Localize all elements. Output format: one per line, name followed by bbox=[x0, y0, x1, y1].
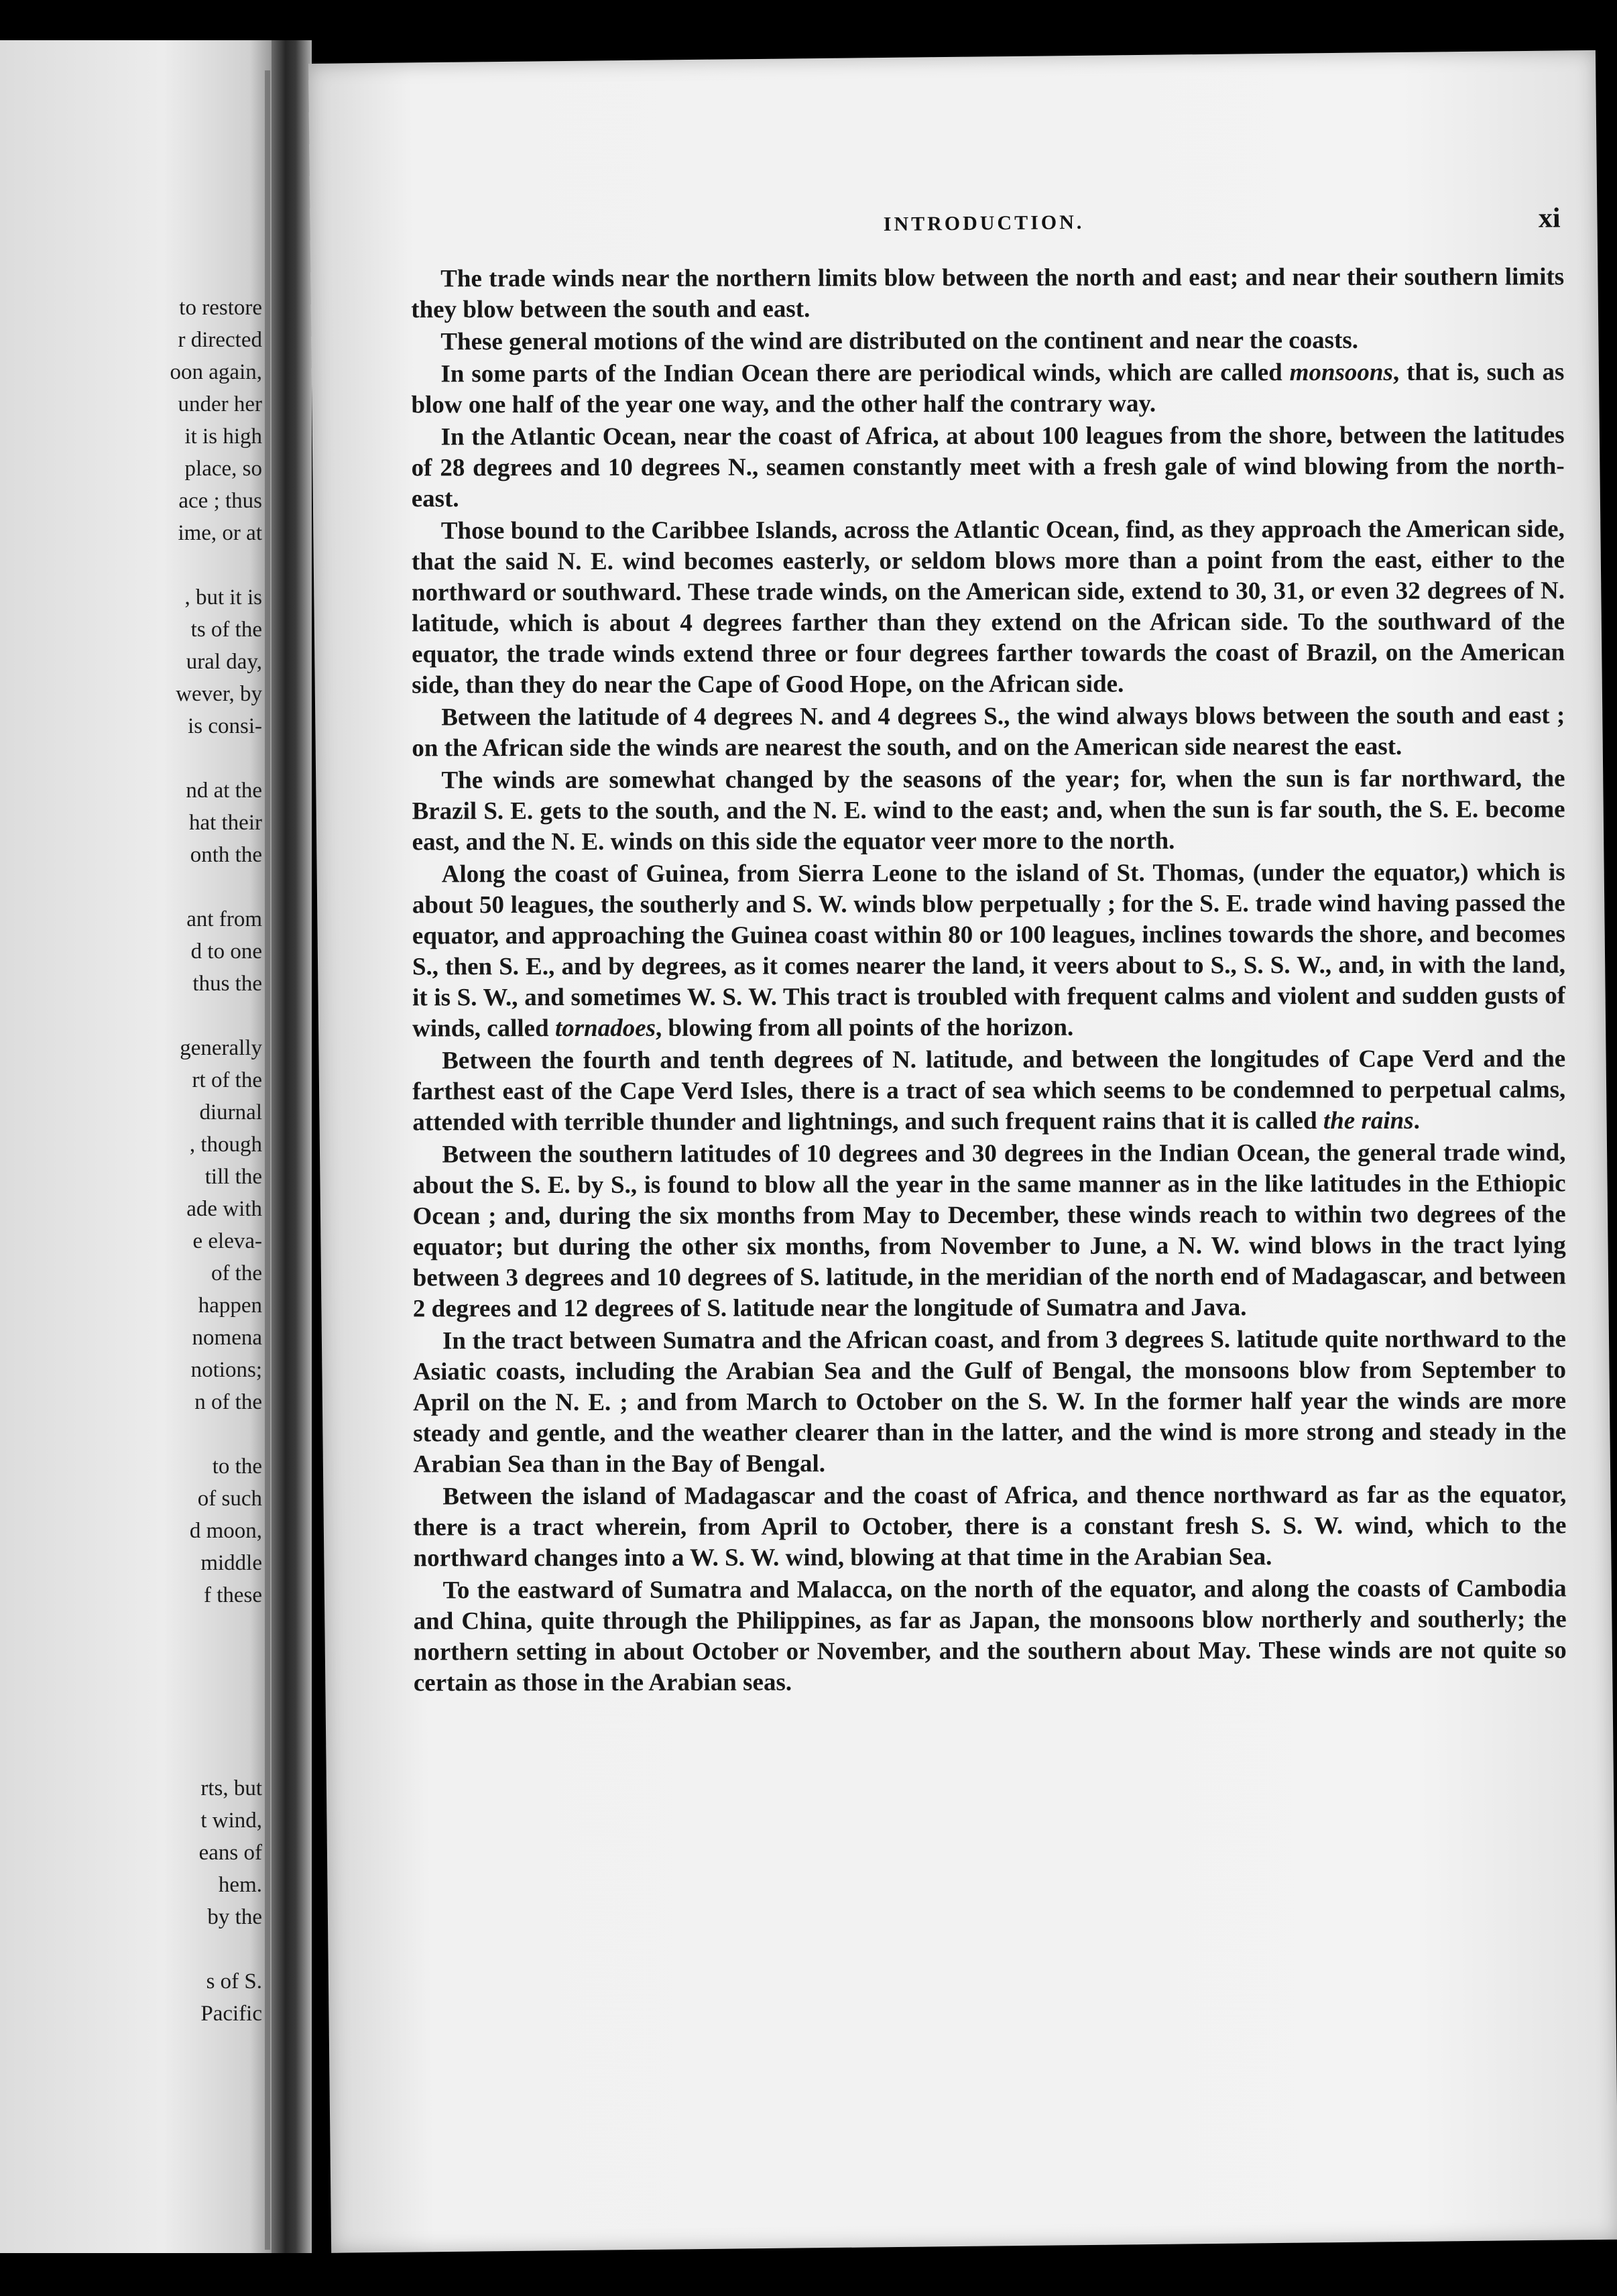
paragraph: In some parts of the Indian Ocean there are periodical winds, which are called monsoons, that is, such as blow one half of the year one way, and the other half the contrary way. bbox=[411, 358, 1565, 419]
left-page-line-end: , though bbox=[189, 1133, 262, 1157]
left-page-line-end: rts, but bbox=[200, 1776, 262, 1800]
left-page-line-end: Pacific bbox=[200, 2002, 262, 2026]
left-page-line-end: diurnal bbox=[199, 1100, 262, 1125]
paragraph: Along the coast of Guinea, from Sierra Leone to the island of St. Thomas, (under the equator,) which is about 50 leagues, the southerly and S. W. winds blow perpetually ; for the S. E. trade wind having passed the equator, and approaching the Guinea coast within 80 or 100 leagues, inclines towards the shore, and becomes S., then S. E., and by degrees, as it comes nearer the land, it veers about to S., S. S. W., and, in with the land, it is S. W., and sometimes W. S. W. This tract is troubled with frequent calms and violent and sudden gusts of winds, called tornadoes, blowing from all points of the horizon. bbox=[412, 858, 1566, 1043]
paragraph: To the eastward of Sumatra and Malacca, on the north of the equator, and along the coasts of Cambodia and China, quite through the Philippines, as far as Japan, the monsoons blow northerly and southerly; the northern setting in about October or November, and the southern about May. These winds are not quite so certain as those in the Arabian seas. bbox=[413, 1574, 1567, 1697]
left-page-line-end: thus the bbox=[192, 972, 262, 996]
paragraph: Between the island of Madagascar and the coast of Africa, and thence northward as far as the equator, there is a tract wherein, from April to October, there is a constant fresh S. S. W. wind, which to the northward changes into a W. S. W. wind, blowing at that time in the Arabian Sea. bbox=[413, 1481, 1567, 1572]
left-page-line-end bbox=[1, 1644, 262, 1676]
left-page-line-end: of such bbox=[197, 1487, 262, 1511]
left-page-line-end: nomena bbox=[192, 1326, 262, 1350]
binding-shadow bbox=[265, 70, 270, 2250]
left-page-line-end: middle bbox=[200, 1551, 262, 1575]
left-page-line-end: to restore bbox=[179, 296, 262, 320]
left-page-line-end: generally bbox=[180, 1036, 262, 1060]
left-page-line-end bbox=[1, 871, 262, 903]
left-page-line-end: under her bbox=[178, 392, 262, 416]
left-page-line-end: ade with bbox=[186, 1197, 262, 1221]
left-page-line-end: hem. bbox=[218, 1873, 262, 1897]
left-page-line-end bbox=[1, 1611, 262, 1644]
left-page-line-end bbox=[1, 1000, 262, 1032]
left-page-line-end: ace ; thus bbox=[178, 489, 262, 513]
left-page-line-end: till the bbox=[204, 1165, 262, 1189]
left-page-line-end: to the bbox=[212, 1454, 262, 1479]
left-page-line-end: wever, by bbox=[176, 682, 262, 706]
left-page-line-end bbox=[1, 1740, 262, 1772]
left-page-line-end: , but it is bbox=[184, 585, 262, 610]
left-page-line-end: d moon, bbox=[189, 1519, 262, 1543]
left-page-line-ends bbox=[1, 292, 262, 2030]
left-facing-page bbox=[0, 40, 272, 2253]
left-page-line-end bbox=[1, 1676, 262, 1708]
left-page-line-end: rt of the bbox=[192, 1068, 262, 1092]
paragraph: Between the southern latitudes of 10 degrees and 30 degrees in the Indian Ocean, the general trade wind, about the S. E. by S., is found to blow all the year in the same manner as in the like latitudes in the Ethiopic Ocean ; and, during the six months from May to December, these winds reach to within two degrees of the equator; but during the other six months, from November to June, a N. W. wind blows in the tract lying between 3 degrees and 10 degrees of S. latitude, in the meridian of the north end of Madagascar, and between 2 degrees and 12 degrees of S. latitude near the longitude of Sumatra and Java. bbox=[412, 1139, 1566, 1323]
left-page-line-end bbox=[1, 1708, 262, 1740]
left-page-line-end: e eleva- bbox=[192, 1229, 262, 1253]
page-header bbox=[407, 203, 1561, 258]
left-page-line-end: by the bbox=[207, 1905, 262, 1929]
paragraph: Those bound to the Caribbee Islands, across the Atlantic Ocean, find, as they approach the American side, that the said N. E. wind becomes easterly, or seldom blows more than a point from the east, either to the northward or southward. These trade winds, on the American side, extend to 30, 31, or even 32 degrees of N. latitude, which is about 4 degrees farther than they extend on the African side. To the southward of the equator, the trade winds extend three or four degrees farther towards the coast of Brazil, on the American side, than they do near the Cape of Good Hope, on the African side. bbox=[411, 515, 1565, 699]
left-page-line-end: r directed bbox=[178, 328, 262, 352]
left-page-line-end: ural day, bbox=[186, 650, 262, 674]
paragraph: The trade winds near the northern limits blow between the north and east; and near their southern limits they blow between the south and east. bbox=[411, 263, 1565, 324]
paragraph: These general motions of the wind are distributed on the continent and near the coasts. bbox=[440, 326, 1359, 356]
left-page-line-end: happen bbox=[198, 1294, 262, 1318]
left-page-line-end: t wind, bbox=[200, 1809, 262, 1833]
paragraph: The winds are somewhat changed by the seasons of the year; for, when the sun is far northward, the Brazil S. E. gets to the south, and the N. E. wind to the east; and, when the sun is far south, the S. E. become east, and the N. E. winds on this side the equator veer more to the north. bbox=[412, 764, 1565, 856]
left-page-line-end: ts of the bbox=[190, 618, 262, 642]
left-page-line-end: nd at the bbox=[186, 779, 262, 803]
left-page-line-end: notions; bbox=[190, 1358, 262, 1382]
left-page-line-end bbox=[1, 1933, 262, 1965]
left-page-line-end: is consi- bbox=[188, 714, 262, 738]
paragraph: In the Atlantic Ocean, near the coast of Africa, at about 100 leagues from the shore, between the latitudes of 28 degrees and 10 degrees N., seamen constantly meet with a fresh gale of wind blowing from the north-east. bbox=[411, 421, 1565, 513]
body-text bbox=[411, 262, 1567, 1700]
paragraph: Between the fourth and tenth degrees of N. latitude, and between the longitudes of Cape Verd and the farthest east of the Cape Verd Isles, there is a tract of sea which seems to be condemned to perpetual calms, attended with terrible thunder and lightnings, and such frequent rains that it is called the rains. bbox=[412, 1045, 1566, 1137]
left-page-line-end: d to one bbox=[190, 939, 262, 964]
right-page bbox=[308, 50, 1617, 2253]
book-gutter bbox=[272, 40, 312, 2253]
left-page-line-end bbox=[1, 1418, 262, 1450]
left-page-line-end: ant from bbox=[186, 907, 262, 931]
left-page-line-end: of the bbox=[211, 1261, 262, 1285]
left-page-line-end: n of the bbox=[194, 1390, 262, 1414]
left-page-line-end: ime, or at bbox=[178, 521, 262, 545]
page-number: xi bbox=[1538, 203, 1561, 234]
left-page-line-end: it is high bbox=[184, 424, 262, 449]
left-page-line-end: place, so bbox=[184, 457, 262, 481]
paragraph: Between the latitude of 4 degrees N. and 4 degrees S., the wind always blows between the south and east ; on the African side the winds are nearest the south, and on the American side nearest the east. bbox=[412, 701, 1565, 762]
left-page-line-end: eans of bbox=[198, 1841, 262, 1865]
left-page-line-end bbox=[1, 549, 262, 581]
running-head: INTRODUCTION. bbox=[883, 211, 1085, 236]
left-page-line-end: f these bbox=[203, 1583, 262, 1607]
paragraph: In the tract between Sumatra and the African coast, and from 3 degrees S. latitude quite northward to the Asiatic coasts, including the Arabian Sea and the Gulf of Bengal, the monsoons blow from September to April on the N. E. ; and from March to October on the S. W. In the former half year the winds are more steady and gentle, and the weather clearer than in the latter, and the wind is more strong and steady in the Arabian Sea than in the Bay of Bengal. bbox=[412, 1325, 1567, 1479]
left-page-line-end bbox=[1, 742, 262, 774]
left-page-line-end: onth the bbox=[190, 843, 262, 867]
left-page-line-end: hat their bbox=[188, 811, 262, 835]
left-page-line-end: s of S. bbox=[206, 1969, 262, 1994]
left-page-line-end: oon again, bbox=[170, 360, 262, 384]
